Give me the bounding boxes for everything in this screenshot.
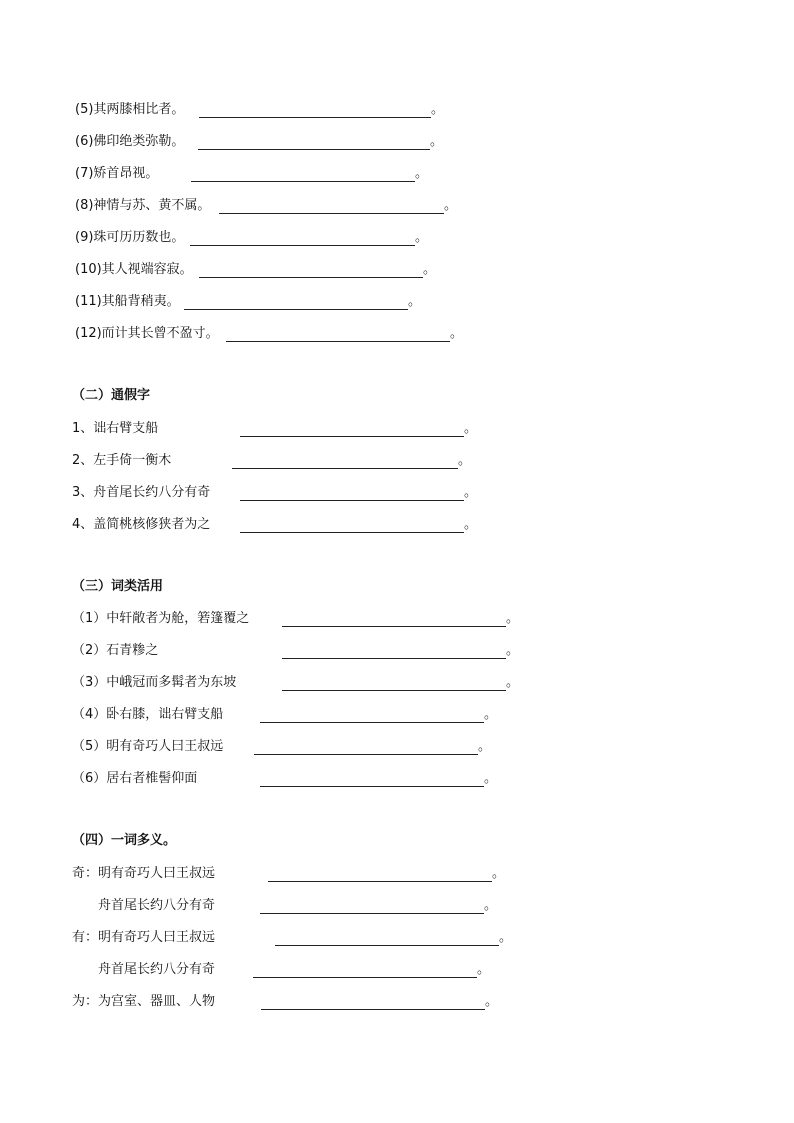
period-mark: 。: [484, 898, 498, 913]
exercise-line: [72, 610, 532, 628]
question-text: （2）石青糁之: [72, 643, 159, 658]
question-text: (7)矫首昂视。: [75, 166, 159, 181]
exercise-line: [72, 452, 492, 470]
period-mark: 。: [430, 134, 444, 149]
answer-blank[interactable]: [260, 913, 484, 914]
period-mark: 。: [464, 485, 478, 500]
question-text: (11)其船背稍夷。: [75, 294, 180, 309]
answer-blank[interactable]: [282, 658, 506, 659]
period-mark: 。: [506, 611, 520, 626]
period-mark: 。: [506, 643, 520, 658]
exercise-line: [75, 293, 475, 311]
period-mark: 。: [478, 739, 492, 754]
exercise-line: [72, 642, 532, 660]
period-mark: 。: [492, 866, 506, 881]
question-text: 4、盖简桃核修狭者为之: [72, 517, 211, 532]
section-heading: （四）一词多义。: [72, 833, 177, 848]
period-mark: 。: [415, 230, 429, 245]
section-heading: （三）词类活用: [72, 579, 164, 594]
answer-blank[interactable]: [260, 786, 484, 787]
period-mark: 。: [458, 453, 472, 468]
answer-blank[interactable]: [240, 436, 464, 437]
exercise-line: [72, 929, 532, 947]
question-text: (9)珠可历历数也。: [75, 230, 185, 245]
question-text: 有：明有奇巧人曰王叔远: [72, 930, 216, 945]
answer-blank[interactable]: [226, 341, 450, 342]
answer-blank[interactable]: [254, 754, 478, 755]
section-heading: （二）通假字: [72, 388, 151, 403]
exercise-line: [72, 484, 492, 502]
question-text: （1）中轩敞者为舱，箬篷覆之: [72, 611, 250, 626]
question-text: 舟首尾长约八分有奇: [98, 898, 216, 913]
period-mark: 。: [499, 930, 513, 945]
question-text: (8)神情与苏、黄不属。: [75, 198, 211, 213]
exercise-line: [98, 897, 528, 915]
answer-blank[interactable]: [240, 532, 464, 533]
exercise-line: [75, 325, 475, 343]
period-mark: 。: [477, 962, 491, 977]
period-mark: 。: [444, 198, 458, 213]
question-text: （3）中峨冠而多髯者为东坡: [72, 675, 237, 690]
answer-blank[interactable]: [253, 977, 477, 978]
answer-blank[interactable]: [199, 117, 431, 118]
exercise-line: [75, 261, 475, 279]
exercise-line: [75, 101, 475, 119]
answer-blank[interactable]: [199, 277, 423, 278]
exercise-line: [72, 865, 532, 883]
answer-blank[interactable]: [282, 690, 506, 691]
answer-blank[interactable]: [260, 722, 484, 723]
period-mark: 。: [464, 517, 478, 532]
answer-blank[interactable]: [198, 149, 430, 150]
period-mark: 。: [484, 771, 498, 786]
exercise-line: [75, 197, 475, 215]
question-text: 3、舟首尾长约八分有奇: [72, 485, 211, 500]
answer-blank[interactable]: [282, 626, 506, 627]
question-text: （5）明有奇巧人曰王叔远: [72, 739, 224, 754]
exercise-line: [75, 133, 475, 151]
answer-blank[interactable]: [190, 245, 415, 246]
period-mark: 。: [464, 421, 478, 436]
question-text: （6）居右者椎髻仰面: [72, 771, 198, 786]
answer-blank[interactable]: [232, 468, 458, 469]
exercise-line: [98, 961, 528, 979]
period-mark: 。: [431, 102, 445, 117]
answer-blank[interactable]: [191, 181, 415, 182]
question-text: 1、诎右臂支船: [72, 421, 159, 436]
exercise-line: [72, 516, 492, 534]
exercise-line: [75, 229, 475, 247]
question-text: (5)其两膝相比者。: [75, 102, 185, 117]
question-text: 为：为宫室、器皿、人物: [72, 994, 216, 1009]
question-text: (12)而计其长曾不盈寸。: [75, 326, 219, 341]
exercise-line: [72, 993, 532, 1011]
answer-blank[interactable]: [184, 309, 408, 310]
exercise-line: [75, 165, 475, 183]
exercise-line: [72, 706, 532, 724]
question-text: (10)其人视端容寂。: [75, 262, 193, 277]
period-mark: 。: [484, 707, 498, 722]
exercise-line: [72, 420, 492, 438]
exercise-line: [72, 770, 532, 788]
period-mark: 。: [485, 994, 499, 1009]
answer-blank[interactable]: [275, 945, 499, 946]
period-mark: 。: [423, 262, 437, 277]
period-mark: 。: [415, 166, 429, 181]
period-mark: 。: [506, 675, 520, 690]
answer-blank[interactable]: [240, 500, 464, 501]
answer-blank[interactable]: [268, 881, 492, 882]
question-text: 奇：明有奇巧人曰王叔远: [72, 866, 216, 881]
question-text: 舟首尾长约八分有奇: [98, 962, 216, 977]
answer-blank[interactable]: [219, 213, 444, 214]
question-text: 2、左手倚一衡木: [72, 453, 172, 468]
exercise-line: [72, 674, 532, 692]
question-text: （4）卧右膝，诎右臂支船: [72, 707, 224, 722]
period-mark: 。: [450, 326, 464, 341]
question-text: (6)佛印绝类弥勒。: [75, 134, 185, 149]
exercise-line: [72, 738, 532, 756]
period-mark: 。: [408, 294, 422, 309]
answer-blank[interactable]: [261, 1009, 485, 1010]
